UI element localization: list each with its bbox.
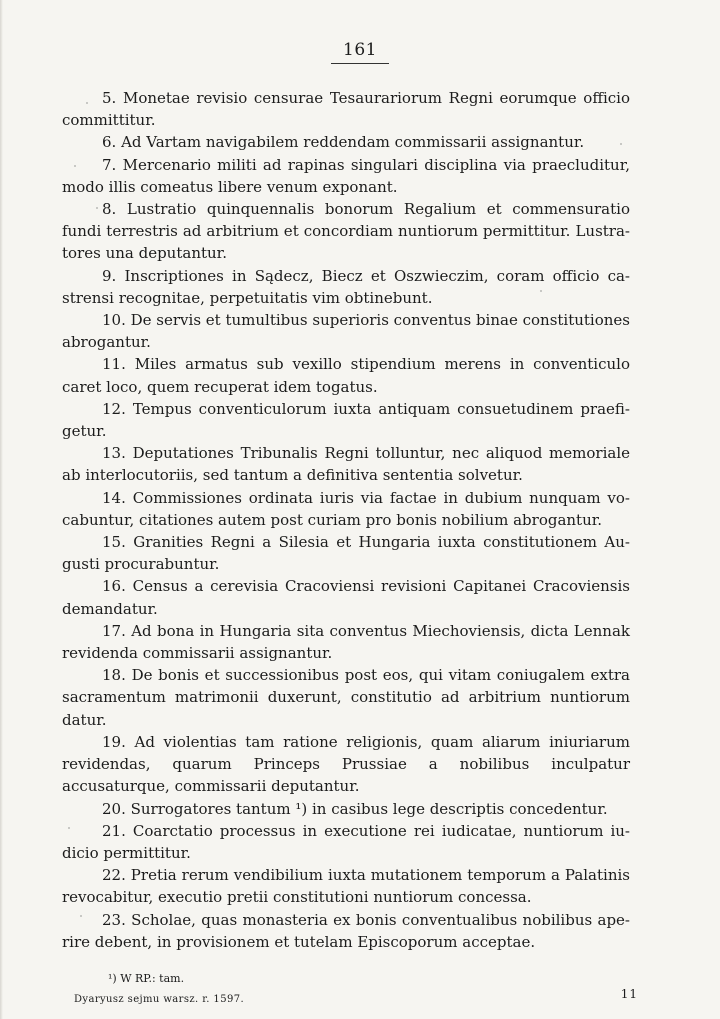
paragraph-17: 17. Ad bona in Hungaria sita conventus Miechoviensis, dicta Lennak revidenda commissarii assignantur. (62, 621, 630, 663)
page-number: 161 (343, 40, 377, 60)
scan-speck (96, 207, 98, 209)
scan-speck (74, 165, 76, 167)
paragraph-6: 6. Ad Vartam navigabilem reddendam commissarii assignantur. (102, 133, 585, 152)
paragraph-21: 21. Coarctatio processus in executione rei iudicatae, nuntiorum iudicio permittitur. (62, 821, 630, 862)
header-rule (331, 63, 389, 64)
paragraph-22: 22. Pretia rerum vendibilium iuxta mutationem temporum a Palatinis revocabitur, executio pretii constitutioni nuntiorum concessa. (62, 866, 630, 907)
scan-speck (620, 143, 622, 145)
scan-speck (86, 102, 88, 104)
page-edge-shadow (0, 0, 3, 1019)
paragraph-15: 15. Granities Regni a Silesia et Hungaria iuxta constitutionem Augusti procurabuntur. (62, 533, 630, 574)
paragraph-11: 11. Miles armatus sub vexillo stipendium merens in conventiculo caret loco, quem recuperat idem togatus. (62, 355, 630, 396)
paragraph-7: 7. Mercenario militi ad rapinas singulari disciplina via praecluditur, modo illis comeatus libere venum exponant. (62, 155, 630, 196)
paragraph-5: 5. Monetae revisio censurae Tesaurariorum Regni eorumque officio committitur. (62, 89, 630, 130)
paragraph-18: 18. De bonis et successionibus post eos, qui vitam coniugalem extra sacramentum matrimonii duxerunt, constitutio ad arbitrium nuntiorum datur. (62, 666, 630, 729)
paragraph-12: 12. Tempus conventiculorum iuxta antiquam consuetudinem praefigetur. (62, 399, 630, 441)
signature-mark: 11 (620, 987, 638, 1001)
paragraph-20: 20. Surrogatores tantum ¹) in casibus lege descriptis concedentur. (102, 799, 608, 818)
scan-speck (80, 915, 82, 917)
paragraph-9: 9. Inscriptiones in Sądecz, Biecz et Oszwieczim, coram officio castrensi recognitae, perpetuitatis vim obtinebunt. (62, 266, 630, 307)
paragraph-8: 8. Lustratio quinquennalis bonorum Regalium et commensuratio fundi terrestris ad arbitrium et concordiam nuntiorum permittitur. Lustratores una deputantur. (62, 200, 630, 263)
paragraph-23: 23. Scholae, quas monasteria ex bonis conventualibus nobilibus aperire debent, in provisionem et tutelam Episcoporum acceptae. (62, 910, 630, 951)
paragraph-10: 10. De servis et tumultibus superioris conventus binae constitutiones abrogantur. (62, 311, 630, 352)
footnote: ¹) W RP.: tam. (108, 972, 185, 985)
paragraph-19: 19. Ad violentias tam ratione religionis, quam aliarum iniuriarum revidendas, quarum Princeps Prussiae a nobilibus inculpatur accusaturque, commissarii deputantur. (62, 732, 630, 796)
paragraph-16: 16. Census a cerevisia Cracoviensi revisioni Capitanei Cracoviensis demandatur. (62, 577, 630, 618)
scan-speck (540, 290, 542, 292)
scan-speck (68, 827, 70, 829)
paragraph-14: 14. Commissiones ordinata iuris via factae in dubium nunquam vocabuntur, citationes autem post curiam pro bonis nobilium abrogantur. (62, 488, 630, 529)
source-citation: Dyaryusz sejmu warsz. r. 1597. (74, 994, 245, 1005)
body-text (62, 87, 630, 953)
paragraph-13: 13. Deputationes Tribunalis Regni tolluntur, nec aliquod memoriale ab interlocutoriis, sed tantum a definitiva sententia solvetur. (62, 444, 630, 485)
